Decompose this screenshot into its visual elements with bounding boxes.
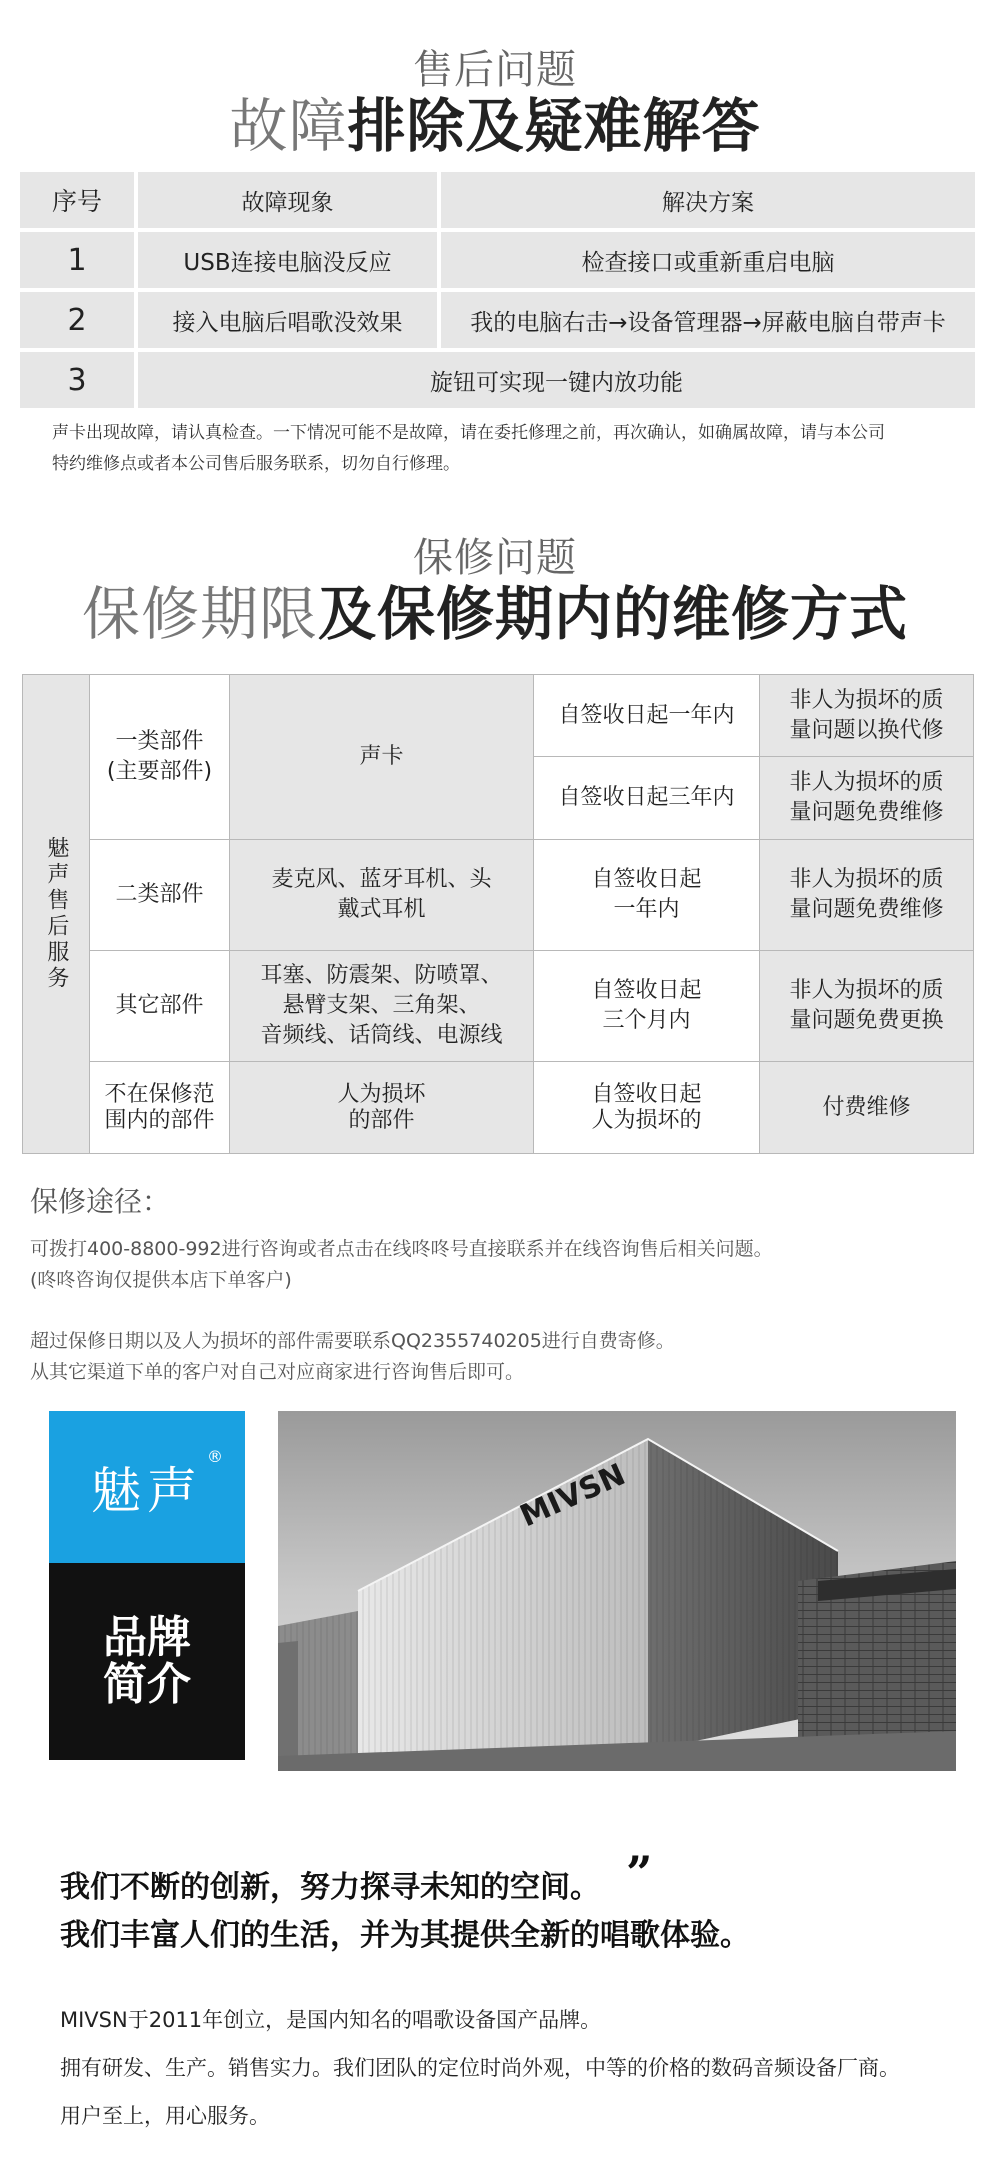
row-symptom: 接入电脑后唱歌没效果 [138, 292, 437, 348]
header-symptom: 故障现象 [138, 172, 437, 228]
quote-mark: ” [626, 1846, 653, 1900]
table-row [23, 675, 974, 757]
route-line: 超过保修日期以及人为损坏的部件需要联系QQ2355740205进行自费寄修。 [30, 1330, 675, 1352]
header-no: 序号 [20, 172, 134, 228]
policy-cell: 非人为损坏的质 量问题免费维修 [760, 757, 974, 840]
category-cell: 不在保修范 围内的部件 [90, 1062, 230, 1154]
policy-cell: 非人为损坏的质 量问题以换代修 [760, 675, 974, 757]
route-line: 从其它渠道下单的客户对自己对应商家进行咨询售后即可。 [30, 1361, 525, 1383]
row-solution: 检查接口或重新重启电脑 [441, 232, 975, 288]
brand-logo-text: 魅声 [91, 1462, 203, 1520]
service-label: 魅声售后服务 [43, 836, 69, 992]
warranty-table [22, 674, 974, 1154]
section2-header [0, 526, 990, 647]
route-title: 保修途径： [30, 1185, 171, 1218]
table-row [23, 840, 974, 951]
section1-title [0, 92, 990, 160]
building-sign: MIVSN [515, 1457, 631, 1535]
period-cell: 自签收日起 一年内 [534, 840, 760, 951]
note-line: 特约维修点或者本公司售后服务联系，切勿自行修理。 [52, 454, 460, 474]
route-line: 可拨打400-8800-992进行咨询或者点击在线咚咚号直接联系并在线咨询售后相关问题。 [30, 1238, 773, 1260]
policy-cell: 非人为损坏的质 量问题免费更换 [760, 951, 974, 1062]
parts-cell: 耳塞、防震架、防喷罩、 悬臂支架、三角架、 音频线、话筒线、电源线 [230, 951, 534, 1062]
section2-title-light: 保修期限 [81, 580, 318, 648]
section1-title-light: 故障 [229, 92, 348, 160]
table-row [20, 352, 975, 408]
section1-subtitle: 售后问题 [413, 47, 577, 93]
about-line: 用户至上，用心服务。 [60, 2104, 270, 2128]
fault-note [52, 418, 952, 480]
row-no: 2 [20, 292, 134, 348]
row-no: 1 [20, 232, 134, 288]
row-solution: 我的电脑右击→设备管理器→屏蔽电脑自带声卡 [441, 292, 975, 348]
row-merged: 旋钮可实现一键内放功能 [138, 352, 975, 408]
period-cell: 自签收日起一年内 [534, 675, 760, 757]
table-row [23, 951, 974, 1062]
period-cell: 自签收日起 人为损坏的 [534, 1062, 760, 1154]
brand-intro [103, 1612, 191, 1710]
note-line: 声卡出现故障，请认真检查。一下情况可能不是故障，请在委托修理之前，再次确认，如确属故障，请与本公司 [52, 423, 885, 443]
service-label-cell [23, 675, 90, 1154]
route-line: (咚咚咨询仅提供本店下单客户) [30, 1269, 292, 1291]
about-line: MIVSN于2011年创立，是国内知名的唱歌设备国产品牌。 [60, 2008, 602, 2032]
registered-mark: ® [207, 1447, 223, 1466]
parts-cell: 人为损坏 的部件 [230, 1062, 534, 1154]
building-illustration [278, 1411, 956, 1771]
period-cell: 自签收日起三年内 [534, 757, 760, 840]
quote-line: 我们丰富人们的生活，并为其提供全新的唱歌体验。 [60, 1918, 750, 1953]
quote-line: 我们不断的创新，努力探寻未知的空间。 [60, 1870, 600, 1905]
category-cell: 二类部件 [90, 840, 230, 951]
table-row [20, 232, 975, 288]
brand-logo-block [49, 1411, 245, 1563]
about-line: 拥有研发、生产。销售实力。我们团队的定位时尚外观，中等的价格的数码音频设备厂商。 [60, 2056, 900, 2080]
brand-logo [91, 1447, 223, 1523]
section2-subtitle: 保修问题 [413, 535, 577, 581]
brand-intro-line: 简介 [103, 1658, 191, 1710]
section1-title-bold: 排除及疑难解答 [347, 92, 761, 160]
header-solution: 解决方案 [441, 172, 975, 228]
row-no: 3 [20, 352, 134, 408]
table-row [23, 1062, 974, 1154]
building-photo [278, 1411, 956, 1771]
parts-cell: 声卡 [230, 675, 534, 840]
row-symptom: USB连接电脑没反应 [138, 232, 437, 288]
policy-cell: 付费维修 [760, 1062, 974, 1154]
brand-intro-block [49, 1563, 245, 1760]
period-cell: 自签收日起 三个月内 [534, 951, 760, 1062]
section1-header [0, 38, 990, 159]
faults-table-header [20, 172, 975, 228]
table-row [20, 292, 975, 348]
section2-title [0, 580, 990, 648]
brand-intro-line: 品牌 [103, 1612, 191, 1664]
category-cell: 其它部件 [90, 951, 230, 1062]
policy-cell: 非人为损坏的质 量问题免费维修 [760, 840, 974, 951]
parts-cell: 麦克风、蓝牙耳机、头 戴式耳机 [230, 840, 534, 951]
category-cell: 一类部件 (主要部件) [90, 675, 230, 840]
section2-title-bold: 及保修期内的维修方式 [318, 580, 909, 648]
faults-table [20, 172, 975, 412]
